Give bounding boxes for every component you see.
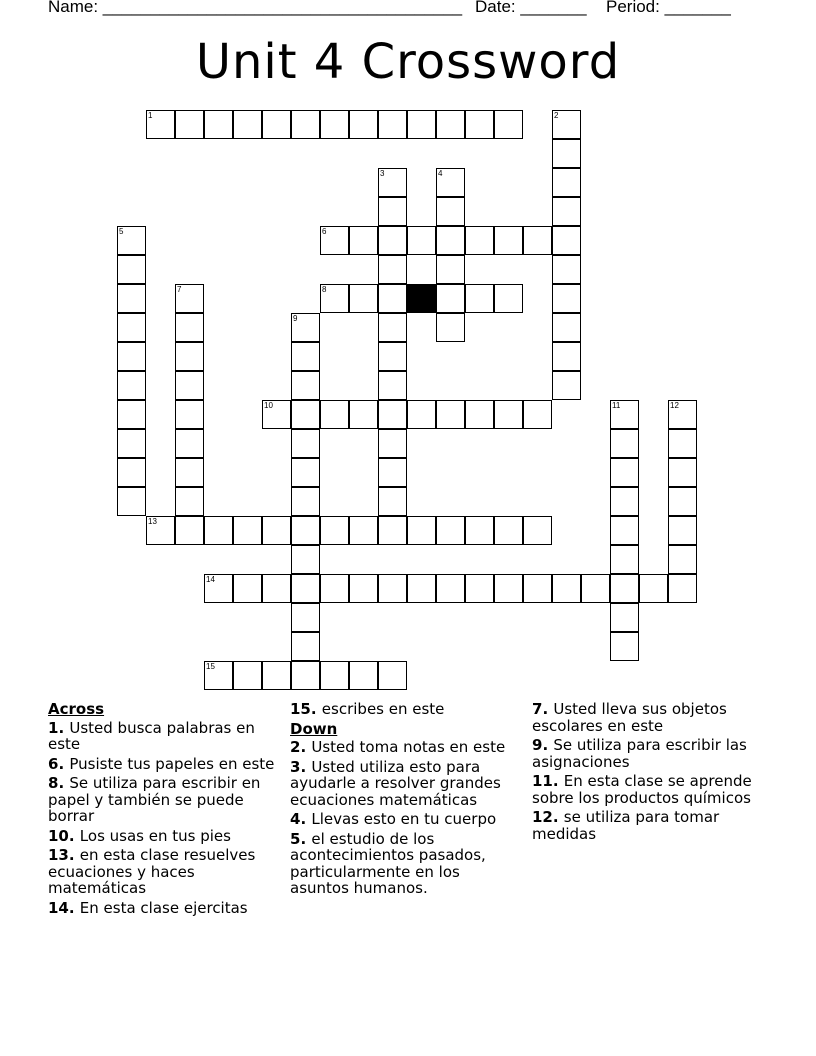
down-clue: 5. el estudio de los acontecimientos pasados, particularmente en los asuntos humanos. [290, 829, 486, 897]
grid-cell[interactable] [291, 661, 320, 690]
across-clue: 14. En esta clase ejercitas [48, 898, 248, 917]
grid-cell[interactable] [175, 400, 204, 429]
grid-cell[interactable] [610, 458, 639, 487]
grid-cell[interactable] [291, 371, 320, 400]
grid-cell[interactable] [291, 603, 320, 632]
grid-cell[interactable] [117, 226, 146, 255]
grid-cell[interactable] [523, 226, 552, 255]
clue-text: Usted busca palabras en este [48, 718, 255, 753]
clue-number-label: 1 [148, 111, 153, 120]
grid-cell[interactable] [610, 516, 639, 545]
grid-cell[interactable] [175, 458, 204, 487]
grid-cell[interactable] [349, 110, 378, 139]
grid-cell[interactable] [668, 516, 697, 545]
grid-cell[interactable] [610, 603, 639, 632]
grid-cell[interactable] [175, 516, 204, 545]
grid-cell[interactable] [378, 255, 407, 284]
clue-text: en esta clase resuelves ecuaciones y haces matemáticas [48, 846, 256, 897]
grid-cell[interactable] [146, 110, 175, 139]
grid-cell[interactable] [407, 516, 436, 545]
grid-cell[interactable] [320, 110, 349, 139]
grid-cell[interactable] [262, 574, 291, 603]
grid-cell[interactable] [262, 400, 291, 429]
clue-number-label: 11 [612, 401, 621, 410]
grid-cell[interactable] [436, 284, 465, 313]
grid-cell[interactable] [378, 458, 407, 487]
clue-number: 11 [532, 772, 553, 790]
grid-cell[interactable] [552, 168, 581, 197]
grid-cell[interactable] [146, 516, 175, 545]
clue-number-label: 13 [148, 517, 157, 526]
clue-number: 4 [290, 810, 301, 828]
grid-cell[interactable] [610, 429, 639, 458]
clue-number: 9 [532, 736, 543, 754]
grid-cell[interactable] [639, 574, 668, 603]
grid-cell[interactable] [523, 516, 552, 545]
page-title: Unit 4 Crossword [195, 34, 621, 90]
period-field-label[interactable]: Period: _______ [606, 0, 731, 16]
clue-text: En esta clase se aprende sobre los productos químicos [532, 772, 752, 807]
grid-cell[interactable] [204, 661, 233, 690]
clue-number: 1 [48, 718, 59, 737]
clues-column-2 [290, 701, 518, 900]
clue-text: Usted toma notas en este [311, 738, 506, 756]
grid-cell[interactable] [465, 574, 494, 603]
across-clue: 6. Pusiste tus papeles en este [48, 754, 275, 773]
grid-cell[interactable] [552, 284, 581, 313]
grid-cell[interactable] [610, 400, 639, 429]
grid-cell[interactable] [581, 574, 610, 603]
grid-cell[interactable] [378, 661, 407, 690]
grid-cell[interactable] [291, 110, 320, 139]
grid-cell[interactable] [523, 400, 552, 429]
grid-cell[interactable] [320, 574, 349, 603]
clue-number-label: 3 [380, 169, 385, 178]
clue-number-label: 10 [264, 401, 273, 410]
down-clue: 11. En esta clase se aprende sobre los productos químicos [532, 772, 752, 807]
grid-cell[interactable] [262, 516, 291, 545]
clue-number-label: 7 [177, 285, 182, 294]
across-clue: 10. Los usas en tus pies [48, 826, 231, 845]
clue-text: En esta clase ejercitas [79, 898, 248, 917]
grid-cell[interactable] [668, 487, 697, 516]
clue-text: escribes en este [321, 700, 445, 718]
grid-cell[interactable] [465, 110, 494, 139]
clue-text: Se utiliza para escribir en papel y también se puede borrar [48, 774, 261, 825]
down-clue: 2. Usted toma notas en este [290, 738, 506, 756]
clue-number-label: 15 [206, 662, 215, 671]
clue-number: 10 [48, 826, 69, 845]
grid-cell[interactable] [436, 168, 465, 197]
grid-cell[interactable] [465, 226, 494, 255]
grid-cell[interactable] [552, 255, 581, 284]
grid-cell[interactable] [610, 545, 639, 574]
grid-cell[interactable] [378, 313, 407, 342]
grid-cell[interactable] [175, 487, 204, 516]
across-clue: 8. Se utiliza para escribir en papel y también se puede borrar [48, 774, 261, 825]
clue-number-label: 4 [438, 169, 443, 178]
grid-cell[interactable] [175, 429, 204, 458]
grid-cell[interactable] [117, 400, 146, 429]
grid-cell[interactable] [291, 313, 320, 342]
grid-cell[interactable] [175, 342, 204, 371]
clue-text: Usted utiliza esto para ayudarle a resolver grandes ecuaciones matemáticas [290, 757, 501, 809]
grid-cell[interactable] [291, 458, 320, 487]
grid-cell[interactable] [291, 574, 320, 603]
grid-cell[interactable] [204, 516, 233, 545]
clue-number-label: 5 [119, 227, 124, 236]
grid-cell[interactable] [552, 371, 581, 400]
grid-cell[interactable] [378, 110, 407, 139]
name-field-label[interactable]: Name: ______________________________________ [48, 0, 463, 16]
grid-cell[interactable] [349, 400, 378, 429]
grid-cell[interactable] [407, 574, 436, 603]
across-clue: 15. escribes en este [290, 700, 445, 718]
grid-cell[interactable] [465, 516, 494, 545]
grid-cell[interactable] [552, 139, 581, 168]
grid-cell[interactable] [320, 284, 349, 313]
grid-cell[interactable] [436, 516, 465, 545]
grid-cell[interactable] [494, 516, 523, 545]
grid-cell[interactable] [552, 110, 581, 139]
clues-column-3 [532, 701, 768, 845]
grid-cell[interactable] [378, 342, 407, 371]
grid-cell[interactable] [494, 226, 523, 255]
clue-number: 15 [290, 700, 311, 718]
grid-cell[interactable] [378, 574, 407, 603]
grid-cell[interactable] [349, 661, 378, 690]
down-clue: 4. Llevas esto en tu cuerpo [290, 810, 497, 828]
clue-number-label: 12 [670, 401, 679, 410]
across-heading: Across [48, 700, 105, 718]
clue-text: Se utiliza para escribir las asignaciones [532, 736, 747, 771]
down-clue: 3. Usted utiliza esto para ayudarle a resolver grandes ecuaciones matemáticas [290, 757, 501, 809]
clue-number-label: 2 [554, 111, 559, 120]
grid-cell[interactable] [378, 429, 407, 458]
clue-number-label: 9 [293, 314, 298, 323]
grid-cell[interactable] [494, 110, 523, 139]
grid-cell[interactable] [668, 458, 697, 487]
grid-cell[interactable] [552, 313, 581, 342]
grid-cell[interactable] [233, 110, 262, 139]
grid-cell[interactable] [320, 226, 349, 255]
grid-cell[interactable] [117, 429, 146, 458]
down-clue: 7. Usted lleva sus objetos escolares en este [532, 700, 727, 735]
grid-cell[interactable] [349, 516, 378, 545]
down-clue: 12. se utiliza para tomar medidas [532, 808, 720, 843]
grid-cell[interactable] [552, 197, 581, 226]
down-heading: Down [290, 719, 338, 738]
grid-cell[interactable] [262, 661, 291, 690]
grid-cell[interactable] [291, 400, 320, 429]
grid-cell[interactable] [378, 226, 407, 255]
grid-cell[interactable] [233, 516, 262, 545]
grid-cell[interactable] [175, 110, 204, 139]
grid-cell[interactable] [117, 284, 146, 313]
clue-number: 14 [48, 898, 69, 917]
clue-number: 2 [290, 738, 301, 756]
grid-cell[interactable] [436, 110, 465, 139]
date-field-label[interactable]: Date: _______ [475, 0, 587, 16]
grid-cell[interactable] [378, 487, 407, 516]
grid-cell[interactable] [204, 574, 233, 603]
grid-cell[interactable] [552, 342, 581, 371]
grid-cell[interactable] [291, 545, 320, 574]
grid-cell[interactable] [291, 516, 320, 545]
across-clue: 1. Usted busca palabras en este [48, 718, 255, 753]
grid-cell[interactable] [262, 110, 291, 139]
grid-cell[interactable] [407, 110, 436, 139]
grid-cell[interactable] [436, 226, 465, 255]
grid-cell[interactable] [175, 313, 204, 342]
clue-text: Usted lleva sus objetos escolares en este [532, 700, 727, 735]
clue-number: 5 [290, 829, 301, 848]
grid-cell[interactable] [552, 574, 581, 603]
clue-number: 8 [48, 774, 59, 792]
clue-number: 12 [532, 808, 553, 826]
grid-cell[interactable] [204, 110, 233, 139]
clue-text: Llevas esto en tu cuerpo [311, 810, 497, 828]
grid-cell[interactable] [436, 197, 465, 226]
grid-cell[interactable] [407, 400, 436, 429]
grid-cell[interactable] [378, 516, 407, 545]
grid-cell[interactable] [668, 574, 697, 603]
clue-number-label: 14 [206, 575, 215, 584]
grid-cell[interactable] [291, 429, 320, 458]
grid-cell[interactable] [175, 371, 204, 400]
grid-cell[interactable] [494, 574, 523, 603]
clue-number: 13 [48, 846, 69, 864]
clues-column-1 [48, 701, 276, 919]
grid-cell[interactable] [291, 487, 320, 516]
clue-number: 7 [532, 700, 543, 718]
grid-cell[interactable] [407, 226, 436, 255]
grid-cell[interactable] [668, 545, 697, 574]
grid-cell[interactable] [523, 574, 552, 603]
clue-number-label: 6 [322, 227, 327, 236]
blocked-cell [407, 284, 436, 313]
clue-text: el estudio de los acontecimientos pasados, particularmente en los asuntos humanos. [290, 829, 486, 897]
clue-number-label: 8 [322, 285, 327, 294]
grid-cell[interactable] [378, 284, 407, 313]
clue-number: 6 [48, 754, 59, 773]
grid-cell[interactable] [349, 574, 378, 603]
grid-cell[interactable] [117, 255, 146, 284]
grid-cell[interactable] [668, 400, 697, 429]
grid-cell[interactable] [610, 487, 639, 516]
grid-cell[interactable] [378, 400, 407, 429]
clue-text: Pusiste tus papeles en este [69, 754, 275, 773]
grid-cell[interactable] [349, 284, 378, 313]
worksheet-header [48, 0, 788, 21]
clue-text: Los usas en tus pies [79, 826, 231, 845]
grid-cell[interactable] [436, 313, 465, 342]
grid-cell[interactable] [494, 400, 523, 429]
grid-cell[interactable] [320, 400, 349, 429]
grid-cell[interactable] [668, 429, 697, 458]
grid-cell[interactable] [291, 632, 320, 661]
down-clue: 9. Se utiliza para escribir las asignaciones [532, 736, 747, 771]
grid-cell[interactable] [378, 371, 407, 400]
grid-cell[interactable] [610, 574, 639, 603]
grid-cell[interactable] [349, 226, 378, 255]
grid-cell[interactable] [494, 284, 523, 313]
grid-cell[interactable] [436, 400, 465, 429]
grid-cell[interactable] [320, 516, 349, 545]
grid-cell[interactable] [320, 661, 349, 690]
grid-cell[interactable] [117, 313, 146, 342]
grid-cell[interactable] [175, 284, 204, 313]
grid-cell[interactable] [117, 342, 146, 371]
grid-cell[interactable] [117, 458, 146, 487]
clue-text: se utiliza para tomar medidas [532, 808, 720, 843]
clue-number: 3 [290, 757, 301, 776]
across-clue: 13. en esta clase resuelves ecuaciones y haces matemáticas [48, 846, 256, 897]
grid-cell[interactable] [233, 574, 262, 603]
grid-cell[interactable] [436, 574, 465, 603]
grid-cell[interactable] [291, 342, 320, 371]
grid-cell[interactable] [552, 226, 581, 255]
grid-cell[interactable] [378, 197, 407, 226]
grid-cell[interactable] [117, 487, 146, 516]
grid-cell[interactable] [465, 284, 494, 313]
grid-cell[interactable] [117, 371, 146, 400]
grid-cell[interactable] [378, 168, 407, 197]
grid-cell[interactable] [465, 400, 494, 429]
grid-cell[interactable] [610, 632, 639, 661]
grid-cell[interactable] [436, 255, 465, 284]
grid-cell[interactable] [233, 661, 262, 690]
